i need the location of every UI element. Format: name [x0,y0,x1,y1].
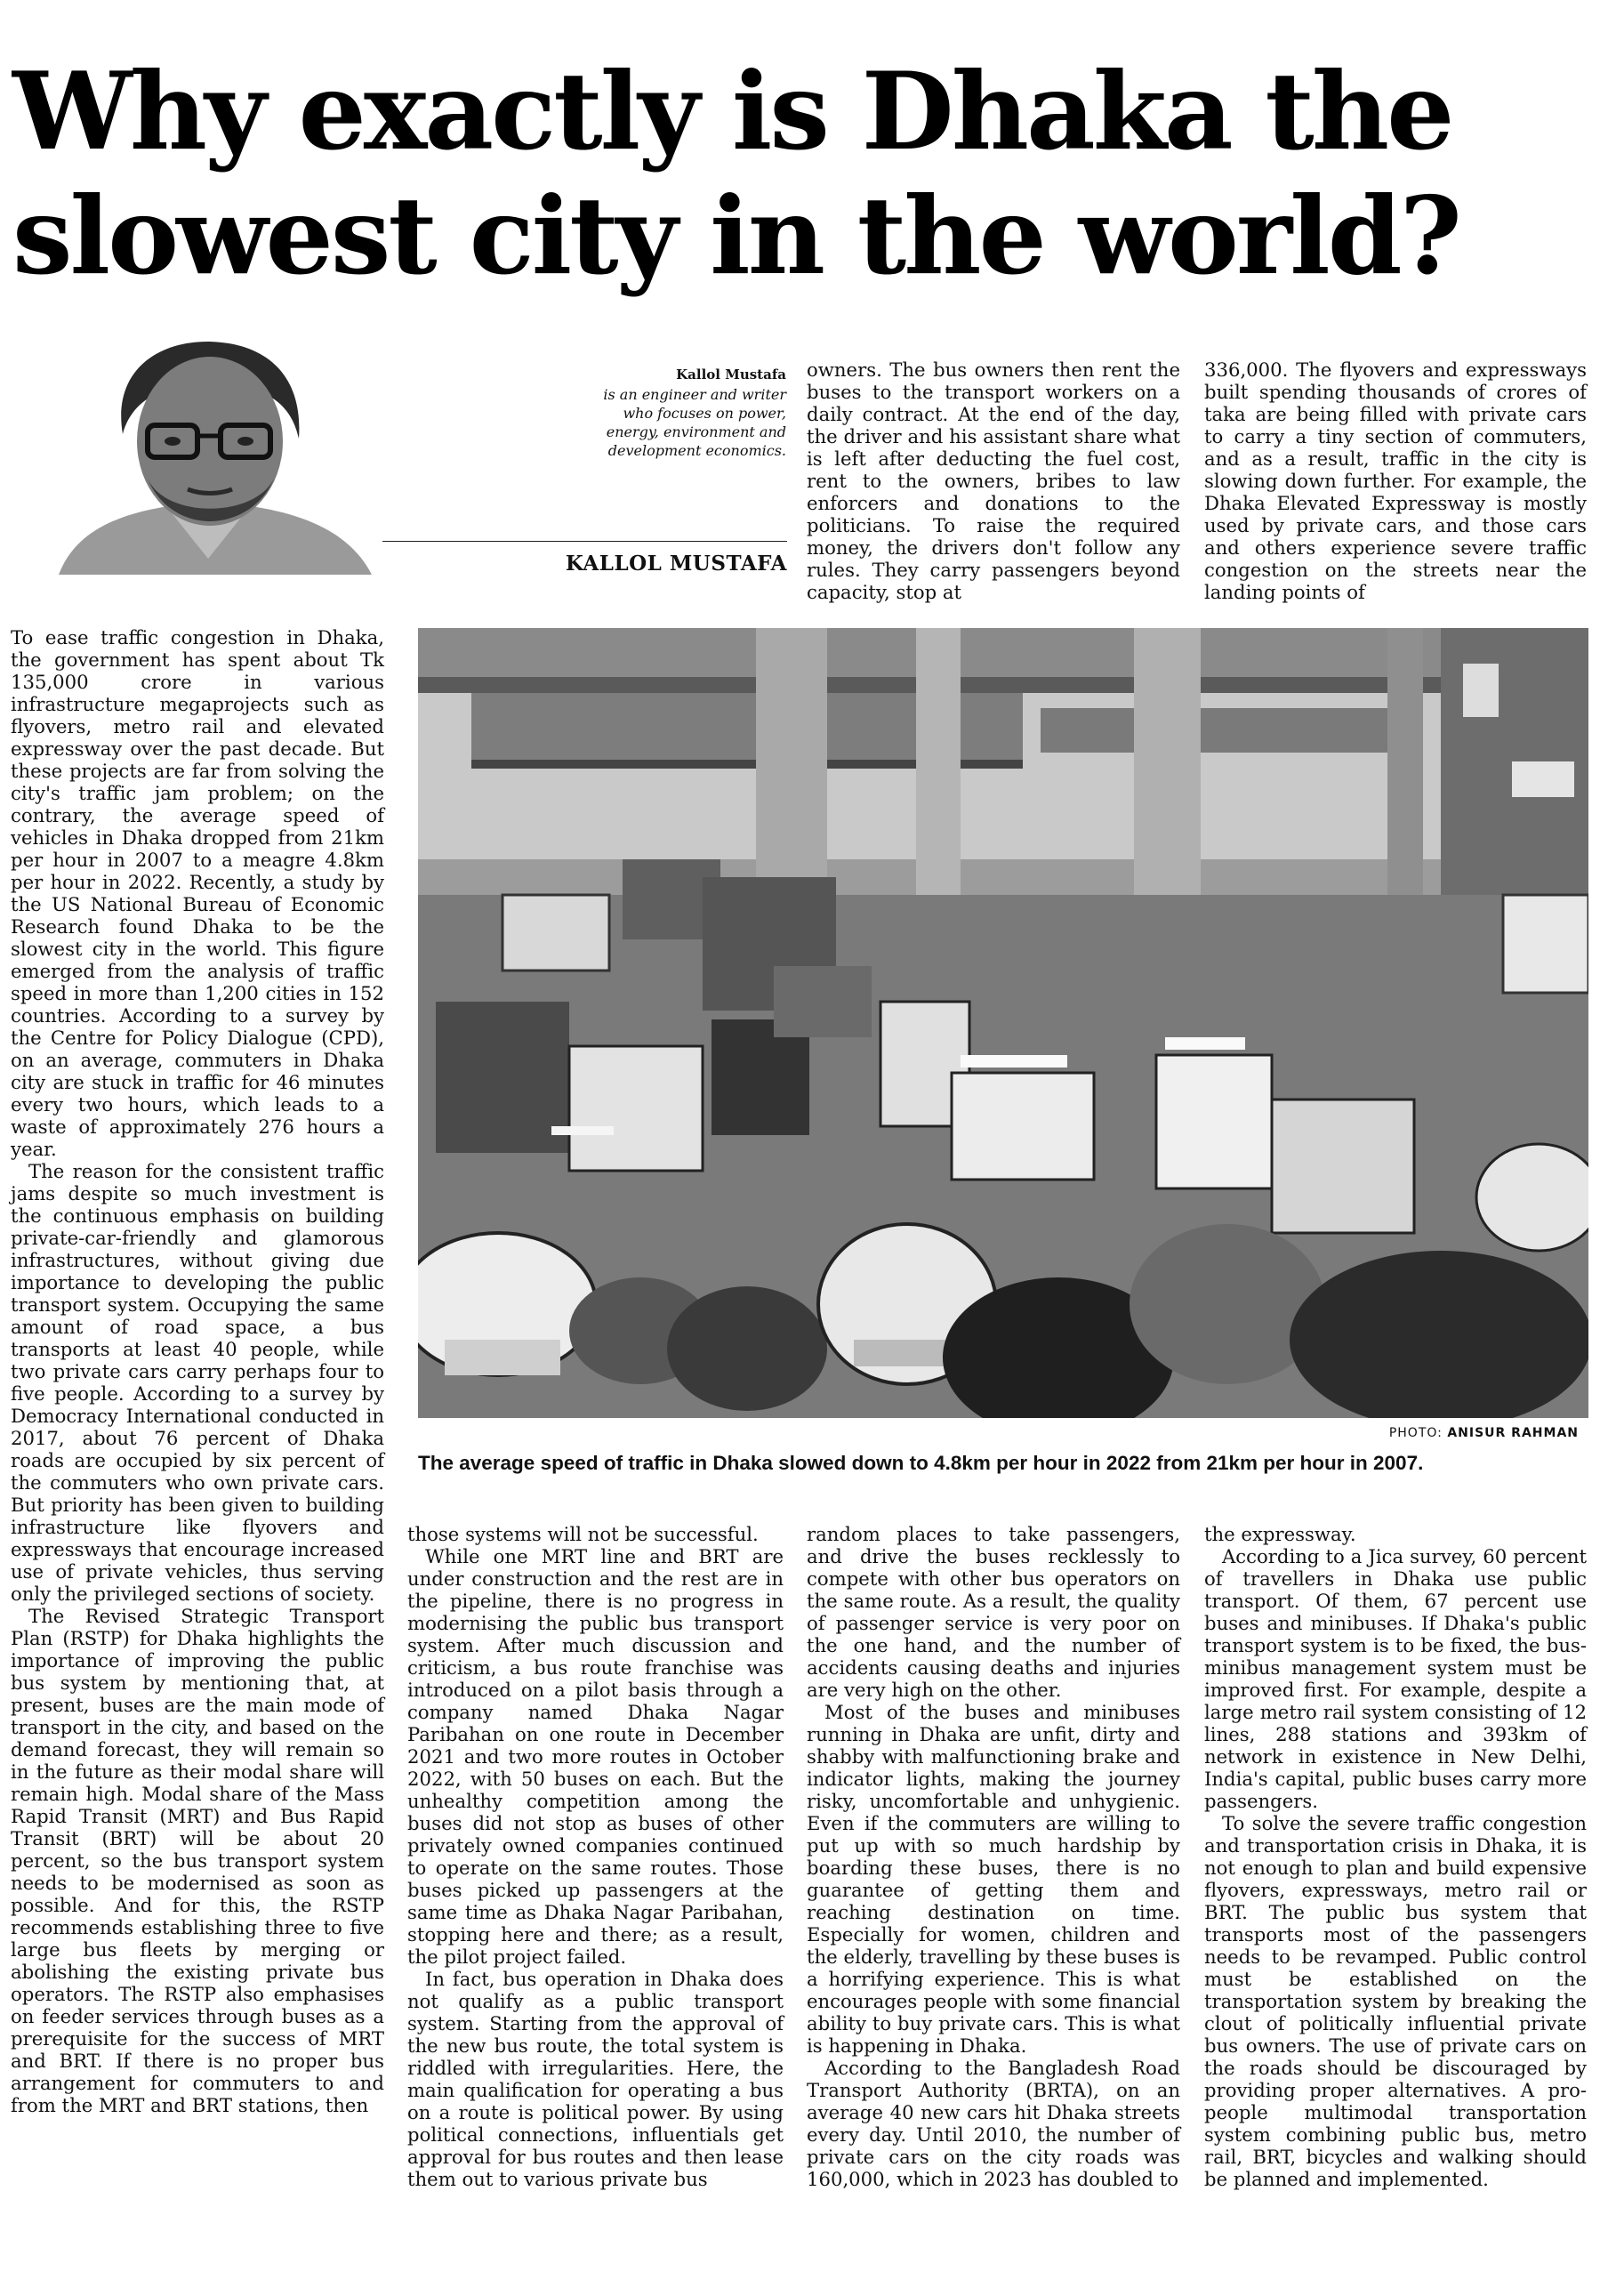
author-portrait [41,336,374,575]
paragraph: To solve the severe traffic congestion and transportation crisis in Dhaka, it is not enough to plan and build expensive flyovers, expressways, metro rail or BRT. The public bus system that transports most of the passengers needs to be revamped. Public control must be established on the transportation system by breaking the clout of politically influential private bus owners. The use of private cars on the roads should be discouraged by providing proper alternatives. A pro-people multimodal transportation system combining public bus, metro rail, BRT, bicycles and walking should be planned and implemented. [1204,1812,1587,2190]
headline-line-1: Why exactly is Dhaka the [12,49,1452,174]
paragraph: 336,000. The flyovers and expressways built spending thousands of crores of taka are being filled with private cars to carry a tiny section of commuters, and as a result, traffic in the city is slowing down further. For example, the Dhaka Elevated Expressway is mostly used by private cars, and those cars and others experience severe traffic congestion on the streets near the landing points of [1204,358,1587,603]
byline: KALLOL MUSTAFA [565,552,787,576]
paragraph: Most of the buses and minibuses running in Dhaka are unfit, dirty and shabby with malfunctioning brake and indicator lights, making the journey risky, uncomfortable and unhygienic. Even if the commuters are willing to put up with so much hardship by boarding these buses, there is no guarantee of getting them and reaching destination on time. Especially for women, children and the elderly, travelling by these buses is a horrifying experience. This is what encourages people with some financial ability to buy private cars. This is what is happening in Dhaka. [807,1701,1180,2057]
headline-line-2: slowest city in the world? [12,173,1459,299]
photo-credit-label: PHOTO: [1388,1426,1443,1440]
traffic-photo [418,628,1588,1418]
author-name: Kallol Mustafa [676,367,786,383]
paragraph: In fact, bus operation in Dhaka does not qualify as a public transport system. Starting from the approval of the new bus route, the total system is riddled with irregularities. Here, the main qualification for operating a bus on a route is political power. By using political connections, influentials get approval for bus routes and then lease them out to various private bus [407,1968,784,2190]
article-column-4-bottom [1204,1523,1587,2190]
article-column-1 [11,626,384,2116]
article-column-2 [407,1523,784,2190]
paragraph: owners. The bus owners then rent the buses to the transport workers on a daily contract. At the end of the day, the driver and his assistant share what is left after deducting the fuel cost, rent to the owners, bribes to law enforcers and donations to the politicians. To raise the required money, the drivers don't follow any rules. They carry passengers beyond capacity, stop at [807,358,1180,603]
photo-credit-name: ANISUR RAHMAN [1447,1426,1579,1440]
paragraph: To ease traffic congestion in Dhaka, the government has spent about Tk 135,000 crore in various infrastructure megaprojects such as flyovers, metro rail and elevated expressway over the past decade. But these projects are far from solving the city's traffic jam problem; on the contrary, the average speed of vehicles in Dhaka dropped from 21km per hour in 2007 to a meagre 4.8km per hour in 2022. Recently, a study by the US National Bureau of Economic Research found Dhaka to be the slowest city in the world. This figure emerged from the analysis of traffic speed in more than 1,200 cities in 152 countries. According to a survey by the Centre for Policy Dialogue (CPD), on an average, commuters in Dhaka city are stuck in traffic for 46 minutes every two hours, which leads to a waste of approximately 276 hours a year. [11,626,384,1160]
author-bio-line: who focuses on power, [623,405,786,422]
author-bio [534,385,786,460]
paragraph: The Revised Strategic Transport Plan (RSTP) for Dhaka highlights the importance of improving the public bus system by mentioning that, at present, buses are the main mode of transport in the city, and based on the demand forecast, they will remain so in the future as their modal share will remain high. Modal share of the Mass Rapid Transit (MRT) and Bus Rapid Transit (BRT) will be about 20 percent, so the bus transport system needs to be modernised as soon as possible. And for this, the RSTP recommends establishing three to five large bus fleets by merging or abolishing the existing private bus operators. The RSTP also emphasises on feeder services through buses as a prerequisite for the success of MRT and BRT. If there is no proper bus arrangement for commuters to and from the MRT and BRT stations, then [11,1605,384,2116]
paragraph: those systems will not be successful. [407,1523,759,1545]
byline-rule [382,541,787,542]
paragraph: While one MRT line and BRT are under construction and the rest are in the pipeline, there is no progress in modernising the public bus transport system. After much discussion and criticism, a bus route franchise was introduced on a pilot basis through a company named Dhaka Nagar Paribahan on one route in December 2021 and two more routes in October 2022, with 50 buses on each. But the unhealthy competition among the buses did not stop as buses of other privately owned companies continued to operate on the same routes. Those buses picked up passengers at the same time as Dhaka Nagar Paribahan, stopping here and there; as a result, the pilot project failed. [407,1545,784,1968]
article-column-4-top [1204,358,1587,603]
paragraph: random places to take passengers, and drive the buses recklessly to compete with other bus operators on the same route. As a result, the quality of passenger service is very poor on the one hand, and the number of accidents causing deaths and injuries are very high on the other. [807,1523,1180,1701]
photo-caption: The average speed of traffic in Dhaka slowed down to 4.8km per hour in 2022 from 21km per hour in 2007. [418,1452,1424,1474]
paragraph: According to a Jica survey, 60 percent of travellers in Dhaka use public transport. Of them, 67 percent use buses and minibuses. If Dhaka's public transport system is to be fixed, the bus-minibus management system must be improved first. For example, despite a large metro rail system consisting of 12 lines, 288 stations and 393km of network in existence in New Delhi, India's capital, public buses carry more passengers. [1204,1545,1587,1812]
article-column-3-bottom [807,1523,1180,2190]
author-bio-line: energy, environment and [606,423,786,440]
article-column-3-top [807,358,1180,603]
author-bio-line: is an engineer and writer [603,386,786,403]
paragraph: According to the Bangladesh Road Transport Authority (BRTA), on an average 40 new cars hit Dhaka streets every day. Until 2010, the number of private cars on the city roads was 160,000, which in 2023 has doubled to [807,2057,1180,2190]
headline [12,50,1596,299]
paragraph: The reason for the consistent traffic jams despite so much investment is the continuous emphasis on building private-car-friendly and glamorous infrastructures, without giving due importance to developing the public transport system. Occupying the same amount of road space, a bus transports at least 40 people, while two private cars carry perhaps four to five people. According to a survey by Democracy International conducted in 2017, about 76 percent of Dhaka roads are occupied by six percent of the commuters who own private cars. But priority has been given to building infrastructure like flyovers and expressways that encourage increased use of private vehicles, thus serving only the privileged sections of society. [11,1160,384,1605]
photo-credit [1067,1426,1579,1440]
author-bio-line: development economics. [607,442,786,459]
paragraph: the expressway. [1204,1523,1356,1545]
